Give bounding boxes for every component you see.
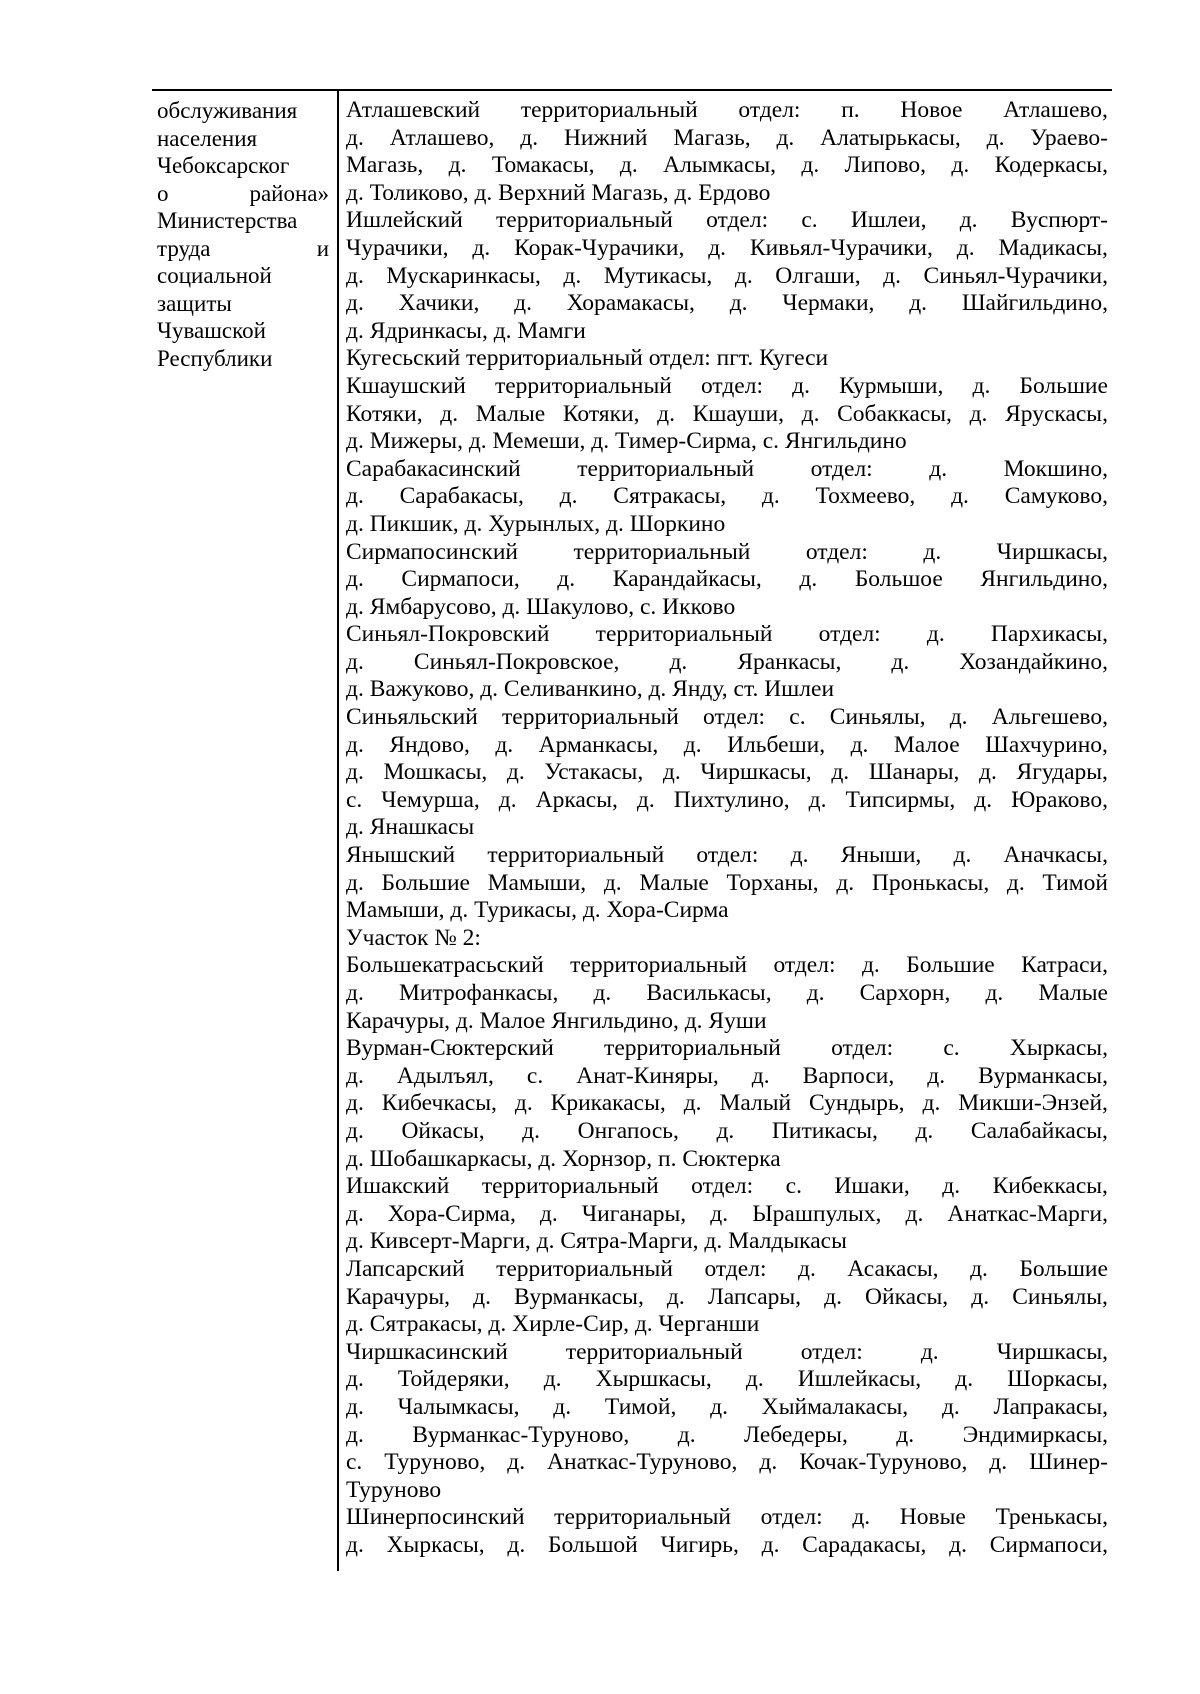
department-text-line: д. Чалымкасы, д. Тимой, д. Хыймалакасы, д. Лапракасы,	[346, 1393, 1108, 1420]
department-text-line: д. Вурманкас-Туруново, д. Лебедеры, д. Эндимиркасы,	[346, 1421, 1108, 1448]
department-text-line: д. Адылъял, с. Анат-Киняры, д. Варпоси, д. Вурманкасы,	[346, 1062, 1108, 1089]
department-text-line: Участок № 2:	[346, 924, 481, 951]
department-text-line: Большекатрасьский территориальный отдел: д. Большие Катраси,	[346, 952, 1108, 979]
department-text-line: д. Сятракасы, д. Хирле-Сир, д. Черганши	[346, 1311, 760, 1338]
org-name-line: населения	[157, 125, 258, 151]
department-text-line: д. Мошкасы, д. Устакасы, д. Чиршкасы, д. Шанары, д. Ягудары,	[346, 759, 1108, 786]
department-text-line: Синьяльский территориальный отдел: с. Синьялы, д. Альгешево,	[346, 704, 1108, 731]
department-text-line: Чиршкасинский территориальный отдел: д. Чиршкасы,	[346, 1338, 1108, 1365]
department-text-line: д. Кивсерт-Марги, д. Сятра-Марги, д. Малдыкасы	[346, 1228, 847, 1255]
department-text-line: Шинерпосинский территориальный отдел: д. Новые Тренькасы,	[346, 1504, 1108, 1531]
org-name-line: Министерства	[157, 208, 298, 233]
territory-table	[152, 89, 1112, 1571]
territorial-departments-cell	[346, 97, 1108, 1559]
org-name-line: Республики	[157, 345, 273, 371]
department-text-line: д. Большие Мамыши, д. Малые Торханы, д. Пронькасы, д. Тимой	[346, 869, 1108, 896]
department-text-line: Кшаушский территориальный отдел: д. Курмыши, д. Большие	[346, 372, 1108, 399]
department-text-line: Мамыши, д. Турикасы, д. Хора-Сирма	[346, 897, 729, 924]
department-text-line: д. Митрофанкасы, д. Василькасы, д. Сархорн, д. Малые	[346, 980, 1108, 1006]
column-divider	[337, 91, 339, 1571]
department-text-line: Карачуры, д. Вурманкасы, д. Лапсары, д. Ойкасы, д. Синьялы,	[346, 1283, 1108, 1310]
department-text-line: д. Сирмапоси, д. Карандайкасы, д. Большое Янгильдино,	[346, 566, 1108, 593]
department-text-line: д. Тойдеряки, д. Хыршкасы, д. Ишлейкасы, д. Шоркасы,	[346, 1366, 1108, 1393]
department-text-line: д. Хачики, д. Хорамакасы, д. Чермаки, д. Шайгильдино,	[346, 290, 1108, 317]
department-text-line: д. Ойкасы, д. Онгапось, д. Питикасы, д. Салабайкасы,	[346, 1117, 1108, 1144]
department-text-line: Котяки, д. Малые Котяки, д. Кшауши, д. Собаккасы, д. Ярускасы,	[346, 400, 1108, 427]
department-text-line: д. Ямбарусово, д. Шакулово, с. Икково	[346, 593, 736, 620]
department-text-line: Карачуры, д. Малое Янгильдино, д. Яуши	[346, 1007, 767, 1034]
department-text-line: Чурачики, д. Корак-Чурачики, д. Кивьял-Чурачики, д. Мадикасы,	[346, 234, 1108, 261]
department-text-line: Сарабакасинский территориальный отдел: д. Мокшино,	[346, 455, 1108, 482]
department-text-line: Сирмапосинский территориальный отдел: д. Чиршкасы,	[346, 538, 1108, 565]
org-name-line: о района»	[157, 180, 329, 206]
org-name-line: Чебоксарског	[157, 153, 290, 178]
department-text-line: Ишлейский территориальный отдел: с. Ишлеи, д. Вуспюрт-	[346, 207, 1108, 234]
department-text-line: д. Яндово, д. Арманкасы, д. Ильбеши, д. Малое Шахчурино,	[346, 731, 1108, 758]
department-text-line: д. Кибечкасы, д. Крикакасы, д. Малый Сундырь, д. Микши-Энзей,	[346, 1090, 1108, 1117]
department-text-line: с. Туруново, д. Анаткас-Туруново, д. Кочак-Туруново, д. Шинер-	[346, 1449, 1108, 1476]
department-text-line: д. Атлашево, д. Нижний Магазь, д. Алатырькасы, д. Ураево-	[346, 124, 1108, 151]
department-text-line: Туруново	[346, 1476, 442, 1503]
department-text-line: д. Важуково, д. Селиванкино, д. Янду, ст. Ишлеи	[346, 676, 835, 703]
department-text-line: Лапсарский территориальный отдел: д. Асакасы, д. Большие	[346, 1255, 1108, 1282]
department-text-line: д. Янашкасы	[346, 814, 475, 841]
org-name-line: Чувашской	[157, 318, 266, 343]
org-name-line: труда и	[157, 235, 329, 261]
department-text-line: д. Ядринкасы, д. Мамги	[346, 317, 586, 344]
department-text-line: Кугесьский территориальный отдел: пгт. Кугеси	[346, 345, 829, 372]
department-text-line: д. Пикшик, д. Хурынлых, д. Шоркино	[346, 510, 726, 537]
department-text-line: Янышский территориальный отдел: д. Яныши, д. Аначкасы,	[346, 842, 1108, 869]
department-text-line: д. Мускаринкасы, д. Мутикасы, д. Олгаши, д. Синьял-Чурачики,	[346, 262, 1108, 289]
department-text-line: Магазь, д. Томакасы, д. Алымкасы, д. Липово, д. Кодеркасы,	[346, 152, 1108, 179]
department-text-line: д. Мижеры, д. Мемеши, д. Тимер-Сирма, с. Янгильдино	[346, 428, 907, 455]
department-text-line: д. Шобашкаркасы, д. Хорнзор, п. Сюктерка	[346, 1145, 781, 1172]
department-text-line: д. Синьял-Покровское, д. Яранкасы, д. Хозандайкино,	[346, 648, 1108, 675]
department-text-line: Ишакский территориальный отдел: с. Ишаки, д. Кибеккасы,	[346, 1173, 1108, 1200]
org-name-line: социальной	[157, 263, 272, 288]
organization-name-cell	[157, 97, 329, 372]
department-text-line: д. Хыркасы, д. Большой Чигирь, д. Сарадакасы, д. Сирмапоси,	[346, 1531, 1108, 1558]
org-name-line: обслуживания	[157, 98, 298, 123]
department-text-line: Атлашевский территориальный отдел: п. Новое Атлашево,	[346, 97, 1108, 123]
department-text-line: д. Толиково, д. Верхний Магазь, д. Ердово	[346, 179, 771, 206]
department-text-line: Вурман-Сюктерский территориальный отдел: с. Хыркасы,	[346, 1035, 1108, 1062]
org-name-line: защиты	[157, 290, 232, 316]
department-text-line: Синьял-Покровский территориальный отдел: д. Пархикасы,	[346, 621, 1108, 648]
department-text-line: д. Сарабакасы, д. Сятракасы, д. Тохмеево, д. Самуково,	[346, 483, 1108, 510]
department-text-line: с. Чемурша, д. Аркасы, д. Пихтулино, д. Типсирмы, д. Юраково,	[346, 786, 1108, 813]
department-text-line: д. Хора-Сирма, д. Чиганары, д. Ырашпулых, д. Анаткас-Марги,	[346, 1200, 1108, 1227]
